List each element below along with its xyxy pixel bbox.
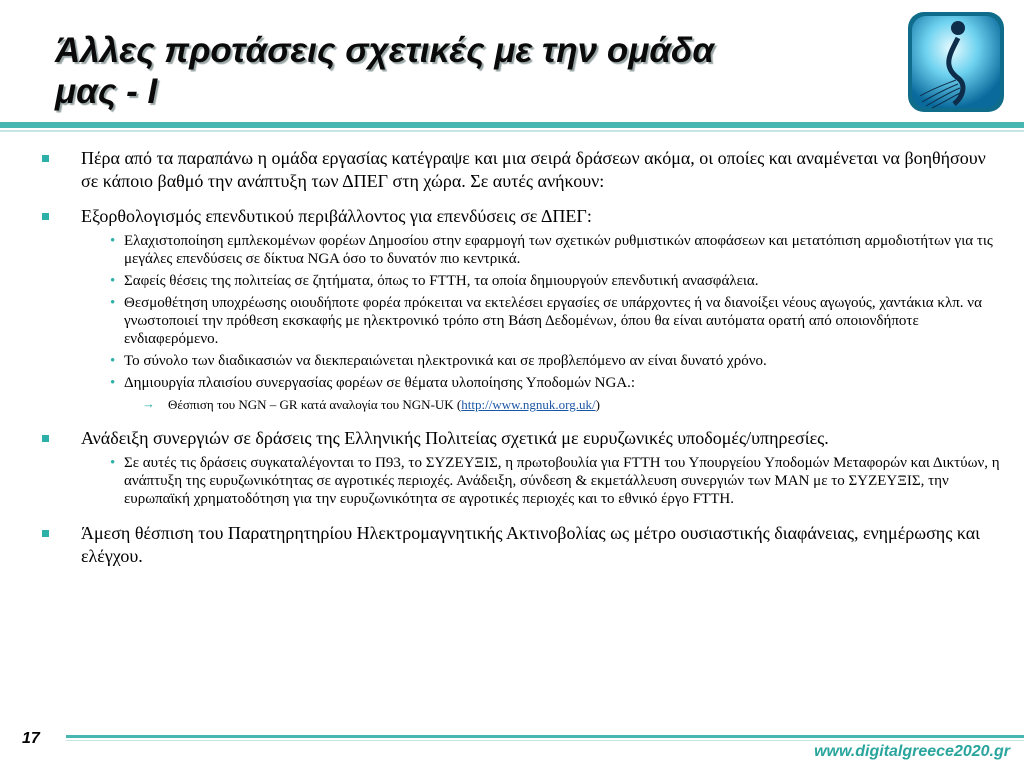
sub-bullet-text: Το σύνολο των διαδικασιών να διεκπεραιώνεται ηλεκτρονικά και σε προβλεπόμενο αν είναι δυνατό χρόνο. — [124, 353, 767, 369]
digital-greece-logo-icon — [900, 4, 1012, 120]
bullet-text: Πέρα από τα παραπάνω η ομάδα εργασίας κατέγραψε και μια σειρά δράσεων ακόμα, οι οποίες και αναμένεται να βοηθήσουν σε κάποιο βαθμό την ανάπτυξη των ΔΠΕΓ στη χώρα. Σε αυτές ανήκουν: — [81, 148, 986, 191]
bullet-text: Άμεση θέσπιση του Παρατηρητηρίου Ηλεκτρομαγνητικής Ακτινοβολίας ως μέτρο ουσιαστικής διαφάνειας, ενημέρωσης και ελέγχου. — [81, 523, 981, 566]
square-bullet-icon — [42, 213, 49, 220]
sub-bullet-text: Δημιουργία πλαισίου συνεργασίας φορέων σε θέματα υλοποίησης Υποδομών NGA.: — [124, 375, 636, 391]
square-bullet-icon — [42, 155, 49, 162]
sub-bullet — [40, 454, 1000, 508]
sub-sub-bullet — [40, 396, 1000, 413]
sub-bullet — [40, 232, 1000, 268]
bullet-2 — [40, 205, 1000, 228]
sub-bullet-text: Σε αυτές τις δράσεις συγκαταλέγονται το Π93, το ΣΥΖΕΥΞΙΣ, η πρωτοβουλία για FTTH του Υπουργείου Υποδομών Μεταφορών και Δικτύων, η ανάπτυξη της ευρυζωνικότητας σε αγροτικές περιοχές. Ανάδειξη, σύνδεση & εκμετάλλευση συνεργιών των MAN με το ΣΥΖΕΥΞΙΣ, την ευρωπαϊκή χρηματοδότηση για την ευρυζωνικότητα σε αγροτικές περιοχές και το εθνικό έργο FTTH. — [124, 455, 1000, 507]
dot-bullet-icon: • — [110, 353, 116, 369]
sub-sub-prefix: Θέσπιση του NGN – GR κατά αναλογία του NGN-UK ( — [168, 397, 462, 412]
sub-bullet-text: Σαφείς θέσεις της πολιτείας σε ζητήματα, όπως το FTTH, τα οποία δημιουργούν επενδυτική ανασφάλεια. — [124, 273, 759, 289]
dot-bullet-icon: • — [110, 273, 116, 289]
bullet-text: Ανάδειξη συνεργιών σε δράσεις της Ελληνικής Πολιτείας σχετικά με ευρυζωνικές υποδομές/υπηρεσίες. — [81, 428, 829, 448]
logo — [888, 0, 1024, 124]
bullet-4 — [40, 522, 1000, 568]
sub-bullet-text: Ελαχιστοποίηση εμπλεκομένων φορέων Δημοσίου στην εφαρμογή των σχετικών ρυθμιστικών αποφάσεων και μετατόπιση αρμοδιοτήτων για τις μεγάλες επενδύσεις σε δίκτυα NGA όσο το δυνατόν πιο κεντρικά. — [124, 233, 993, 267]
footer-url: www.digitalgreece2020.gr — [814, 743, 1010, 760]
bullet-2-subitems — [40, 232, 1000, 413]
bullet-1 — [40, 147, 1000, 193]
slide-title-line2: μας - Ι — [55, 72, 158, 111]
dot-bullet-icon: • — [110, 375, 116, 391]
sub-bullet — [40, 272, 1000, 290]
footer-divider — [66, 735, 1024, 738]
sub-bullet — [40, 294, 1000, 348]
footer-divider-thin — [66, 740, 1024, 741]
square-bullet-icon — [42, 435, 49, 442]
slide-title-line1: Άλλες προτάσεις σχετικές με την ομάδα — [55, 31, 715, 70]
ngnuk-link[interactable]: http://www.ngnuk.org.uk/ — [461, 397, 596, 412]
bullet-3-subitems — [40, 454, 1000, 508]
bullet-3 — [40, 427, 1000, 450]
bullet-text: Εξορθολογισμός επενδυτικού περιβάλλοντος για επενδύσεις σε ΔΠΕΓ: — [81, 206, 592, 226]
sub-sub-suffix: ) — [595, 397, 600, 412]
dot-bullet-icon: • — [110, 455, 116, 471]
arrow-bullet-icon: → — [142, 396, 155, 411]
header-divider — [0, 122, 1024, 128]
square-bullet-icon — [42, 530, 49, 537]
sub-bullet — [40, 374, 1000, 392]
dot-bullet-icon: • — [110, 233, 116, 249]
slide-title — [55, 30, 875, 112]
sub-bullet — [40, 352, 1000, 370]
sub-bullet-text: Θεσμοθέτηση υποχρέωσης οιουδήποτε φορέα πρόκειται να εκτελέσει εργασίες σε υπάρχοντες ή να διανοίξει νέους αγωγούς, χαντάκια κλπ. να γνωστοποιεί την πρόθεση εκσκαφής με ηλεκτρονικό τρόπο στη Βάση Δεδομένων, όπου θα είναι αυτόματα ορατή από οποιονδήποτε ενδιαφερόμενο. — [124, 295, 982, 347]
slide-body — [40, 147, 1000, 580]
dot-bullet-icon: • — [110, 295, 116, 311]
page-number: 17 — [22, 730, 40, 747]
header-divider-thin — [0, 130, 1024, 132]
